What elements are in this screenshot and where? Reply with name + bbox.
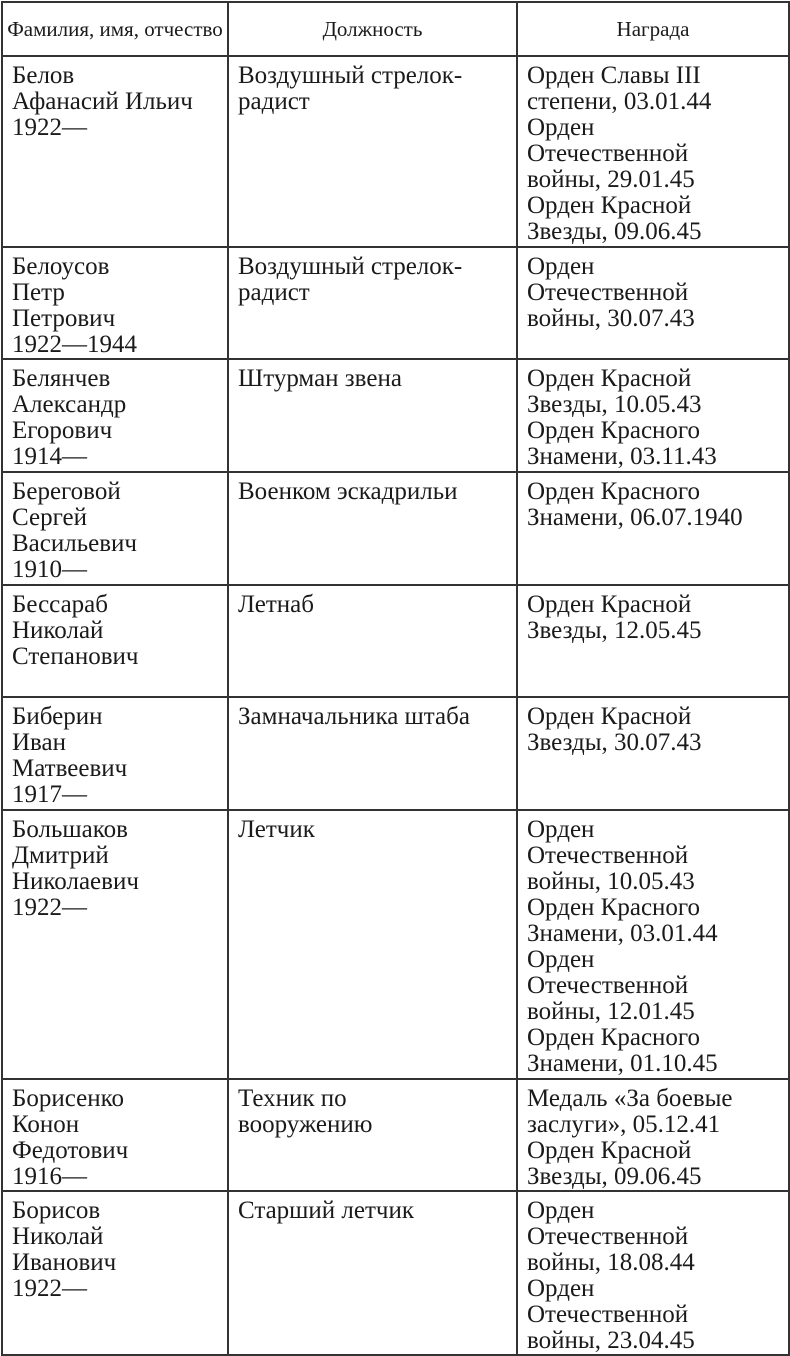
award-cell (517, 1191, 789, 1355)
award-line: Отечественной (527, 140, 689, 167)
award-line: Отечественной (527, 972, 689, 999)
award-cell (517, 697, 789, 810)
award-line: Орден Красного (527, 1024, 701, 1051)
name-line: 1922— (12, 114, 87, 141)
award-line: Отечественной (527, 842, 689, 869)
award-line: Орден (527, 946, 595, 973)
name-line: Дмитрий (12, 842, 109, 869)
name-line: Матвеевич (12, 755, 128, 782)
name-line: 1917— (12, 781, 87, 808)
awards-table (1, 1, 790, 1356)
name-line: 1922—1944 (12, 331, 137, 358)
award-line: Орден (527, 114, 595, 141)
name-line: Егорович (12, 417, 113, 444)
position-cell (228, 1079, 517, 1191)
name-line: Иван (12, 729, 67, 756)
award-line: войны, 18.08.44 (527, 1249, 695, 1276)
award-line: Орден Красного (527, 894, 701, 921)
position-cell (228, 247, 517, 359)
name-line: Степанович (12, 643, 139, 670)
position-line: Замначальника штаба (238, 703, 470, 730)
award-cell (517, 359, 789, 472)
name-line: Белянчев (12, 365, 111, 392)
name-cell (2, 810, 228, 1079)
award-cell (517, 810, 789, 1079)
position-line: радист (238, 279, 310, 306)
award-line: Орден Красного (527, 478, 701, 505)
award-line: степени, 03.01.44 (527, 88, 712, 115)
award-line: Знамени, 01.10.45 (527, 1050, 718, 1077)
award-line: Орден Славы III (527, 62, 701, 89)
award-cell (517, 247, 789, 359)
table-header-row (2, 2, 789, 56)
name-line: Сергей (12, 504, 87, 531)
position-line: Техник по (238, 1085, 347, 1112)
name-line: Белоусов (12, 253, 110, 280)
table-row (2, 359, 789, 472)
award-line: заслуги», 05.12.41 (527, 1111, 721, 1138)
name-line: Борисов (12, 1197, 101, 1224)
table-row (2, 1079, 789, 1191)
position-cell (228, 472, 517, 585)
name-line: Биберин (12, 703, 103, 730)
award-line: Орден Красной (527, 703, 692, 730)
award-line: Знамени, 03.01.44 (527, 920, 718, 947)
name-line: Иванович (12, 1249, 117, 1276)
name-line: Береговой (12, 478, 121, 505)
position-cell (228, 810, 517, 1079)
position-cell (228, 56, 517, 247)
table-body (2, 56, 789, 1355)
position-line: Летчик (238, 816, 315, 843)
name-cell (2, 56, 228, 247)
name-line: Николай (12, 1223, 104, 1250)
name-cell (2, 1079, 228, 1191)
table-row (2, 585, 789, 697)
award-line: Орден Красной (527, 365, 692, 392)
award-line: Отечественной (527, 1223, 689, 1250)
award-line: Медаль «За боевые (527, 1085, 733, 1112)
name-line: Петр (12, 279, 65, 306)
table-row (2, 697, 789, 810)
award-line: Звезды, 09.06.45 (527, 1163, 702, 1190)
name-cell (2, 1191, 228, 1355)
award-cell (517, 56, 789, 247)
award-line: Отечественной (527, 279, 689, 306)
name-cell (2, 585, 228, 697)
table-row (2, 56, 789, 247)
award-line: Орден Красной (527, 591, 692, 618)
award-line: Звезды, 10.05.43 (527, 391, 702, 418)
position-line: радист (238, 88, 310, 115)
name-cell (2, 697, 228, 810)
header-award: Награда (517, 2, 789, 56)
award-line: Отечественной (527, 1301, 689, 1328)
award-cell (517, 585, 789, 697)
award-line: Орден (527, 253, 595, 280)
award-line: Орден (527, 1275, 595, 1302)
position-line: Летнаб (238, 591, 315, 618)
name-line: Петрович (12, 305, 116, 332)
award-line: Знамени, 03.11.43 (527, 443, 717, 470)
award-line: войны, 12.01.45 (527, 998, 695, 1025)
name-line: Федотович (12, 1137, 129, 1164)
position-line: Штурман звена (238, 365, 402, 392)
award-line: Звезды, 12.05.45 (527, 617, 702, 644)
name-cell (2, 359, 228, 472)
award-line: Орден (527, 816, 595, 843)
position-line: Военком эскадрильи (238, 478, 458, 505)
position-cell (228, 359, 517, 472)
name-line: Николаевич (12, 868, 139, 895)
name-line: Белов (12, 62, 75, 89)
award-line: Звезды, 09.06.45 (527, 218, 702, 245)
name-line: 1922— (12, 1275, 87, 1302)
award-line: войны, 29.01.45 (527, 166, 695, 193)
name-line: Большаков (12, 816, 128, 843)
name-line: Конон (12, 1111, 80, 1138)
position-cell (228, 697, 517, 810)
name-line: 1914— (12, 443, 87, 470)
name-line: 1910— (12, 556, 87, 583)
award-line: войны, 30.07.43 (527, 305, 695, 332)
award-line: Орден Красного (527, 417, 701, 444)
award-line: Орден (527, 1197, 595, 1224)
name-line: Александр (12, 391, 127, 418)
position-cell (228, 585, 517, 697)
position-line: вооружению (238, 1111, 373, 1138)
position-line: Старший летчик (238, 1197, 415, 1224)
name-line: 1922— (12, 894, 87, 921)
table-row (2, 1191, 789, 1355)
name-line: 1916— (12, 1163, 87, 1190)
award-line: Орден Красной (527, 1137, 692, 1164)
position-cell (228, 1191, 517, 1355)
name-line: Бессараб (12, 591, 108, 618)
name-cell (2, 247, 228, 359)
award-line: Звезды, 30.07.43 (527, 729, 702, 756)
award-line: войны, 23.04.45 (527, 1327, 695, 1354)
name-line: Васильевич (12, 530, 137, 557)
table-row (2, 810, 789, 1079)
position-line: Воздушный стрелок- (238, 62, 463, 89)
award-line: Знамени, 06.07.1940 (527, 504, 743, 531)
table-row (2, 472, 789, 585)
name-line: Афанасий Ильич (12, 88, 193, 115)
name-cell (2, 472, 228, 585)
header-name: Фамилия, имя, отчество (2, 2, 228, 56)
name-line: Николай (12, 617, 104, 644)
award-line: войны, 10.05.43 (527, 868, 695, 895)
name-line: Борисенко (12, 1085, 124, 1112)
award-cell (517, 472, 789, 585)
award-cell (517, 1079, 789, 1191)
table-row (2, 247, 789, 359)
position-line: Воздушный стрелок- (238, 253, 463, 280)
header-position: Должность (228, 2, 517, 56)
award-line: Орден Красной (527, 192, 692, 219)
